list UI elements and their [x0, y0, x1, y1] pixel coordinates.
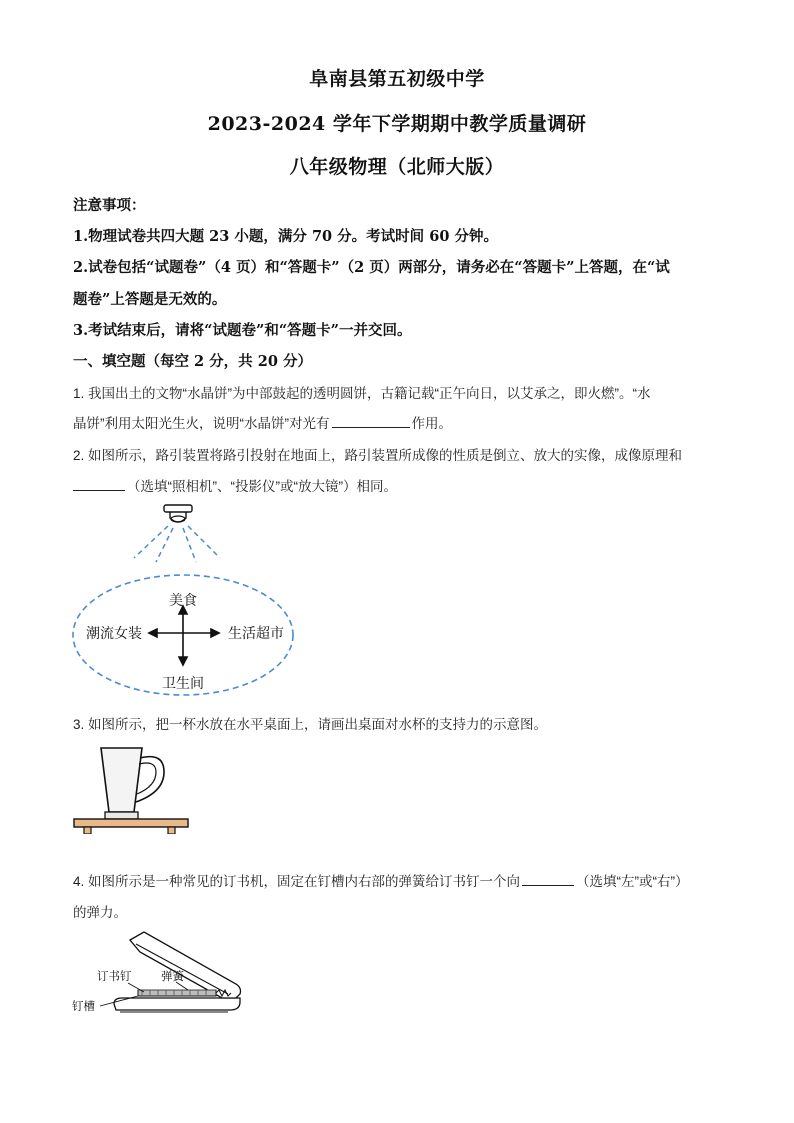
light-rays [134, 526, 220, 562]
q1-text-after-blank: 作用。 [411, 416, 452, 431]
q4-line-2: 的弹力。 [73, 905, 127, 920]
spring-label: 弹簧 [161, 969, 184, 983]
q1-line-2 [73, 412, 733, 432]
school-title: 阜南县第五初级中学 [309, 68, 485, 90]
cup-icon [101, 748, 164, 819]
q2-answer-blank[interactable] [73, 489, 125, 491]
table-icon [74, 819, 188, 834]
note-item-2-continued: 题卷”上答题是无效的。 [73, 291, 227, 308]
note-item-1: 1.物理试卷共四大题 23 小题，满分 70 分。考试时间 60 分钟。 [73, 228, 498, 245]
q1-text-before-blank: 晶饼”利用太阳光生火，说明“水晶饼”对光有 [73, 416, 330, 431]
projector-icon [164, 505, 192, 522]
subject-title: 八年级物理（北师大版） [289, 156, 505, 178]
sign-up-label: 美食 [169, 593, 197, 609]
q2-projector-figure [70, 498, 302, 704]
q2-line-2 [73, 475, 733, 495]
term-title: 2023-2024 学年下学期期中教学质量调研 [207, 113, 587, 135]
sign-right-label: 生活超市 [228, 626, 284, 642]
q4-answer-blank[interactable] [522, 884, 574, 886]
q3-line-1: 3. 如图所示，把一杯水放在水平桌面上，请画出桌面对水杯的支持力的示意图。 [73, 717, 548, 732]
slot-label: 钉槽 [72, 999, 95, 1013]
q2-line-1: 2. 如图所示，路引装置将路引投射在地面上，路引装置所成像的性质是倒立、放大的实像，成像原理和 [73, 448, 683, 463]
direction-arrows [149, 606, 219, 665]
q4-stapler-figure [70, 928, 246, 1024]
q4-text-before-blank: 4. 如图所示是一种常见的订书机，固定在钉槽内右部的弹簧给订书钉一个向 [73, 874, 521, 889]
q4-text-after-blank: （选填“左”或“右”） [576, 874, 689, 889]
note-item-3: 3.考试结束后，请将“试题卷”和“答题卡”一并交回。 [73, 322, 412, 339]
q4-line-1 [73, 870, 733, 890]
sign-down-label: 卫生间 [162, 676, 204, 692]
section-heading: 一、填空题（每空 2 分，共 20 分） [73, 353, 312, 370]
q1-line-1: 1. 我国出土的文物“水晶饼”为中部鼓起的透明圆饼，古籍记载“正午向日，以艾承之，即火燃”。“水 [73, 386, 651, 401]
note-item-2: 2.试卷包括“试题卷”（4 页）和“答题卡”（2 页）两部分，请务必在“答题卡”上答题，在“试 [73, 259, 670, 276]
q2-text-after-blank: （选填“照相机”、“投影仪”或“放大镜”）相同。 [127, 479, 397, 494]
notes-heading: 注意事项： [73, 197, 146, 214]
sign-left-label: 潮流女装 [86, 626, 142, 642]
q1-answer-blank[interactable] [332, 426, 410, 428]
q3-cup-on-table-figure [72, 742, 190, 834]
staples-label: 订书钉 [97, 969, 132, 983]
